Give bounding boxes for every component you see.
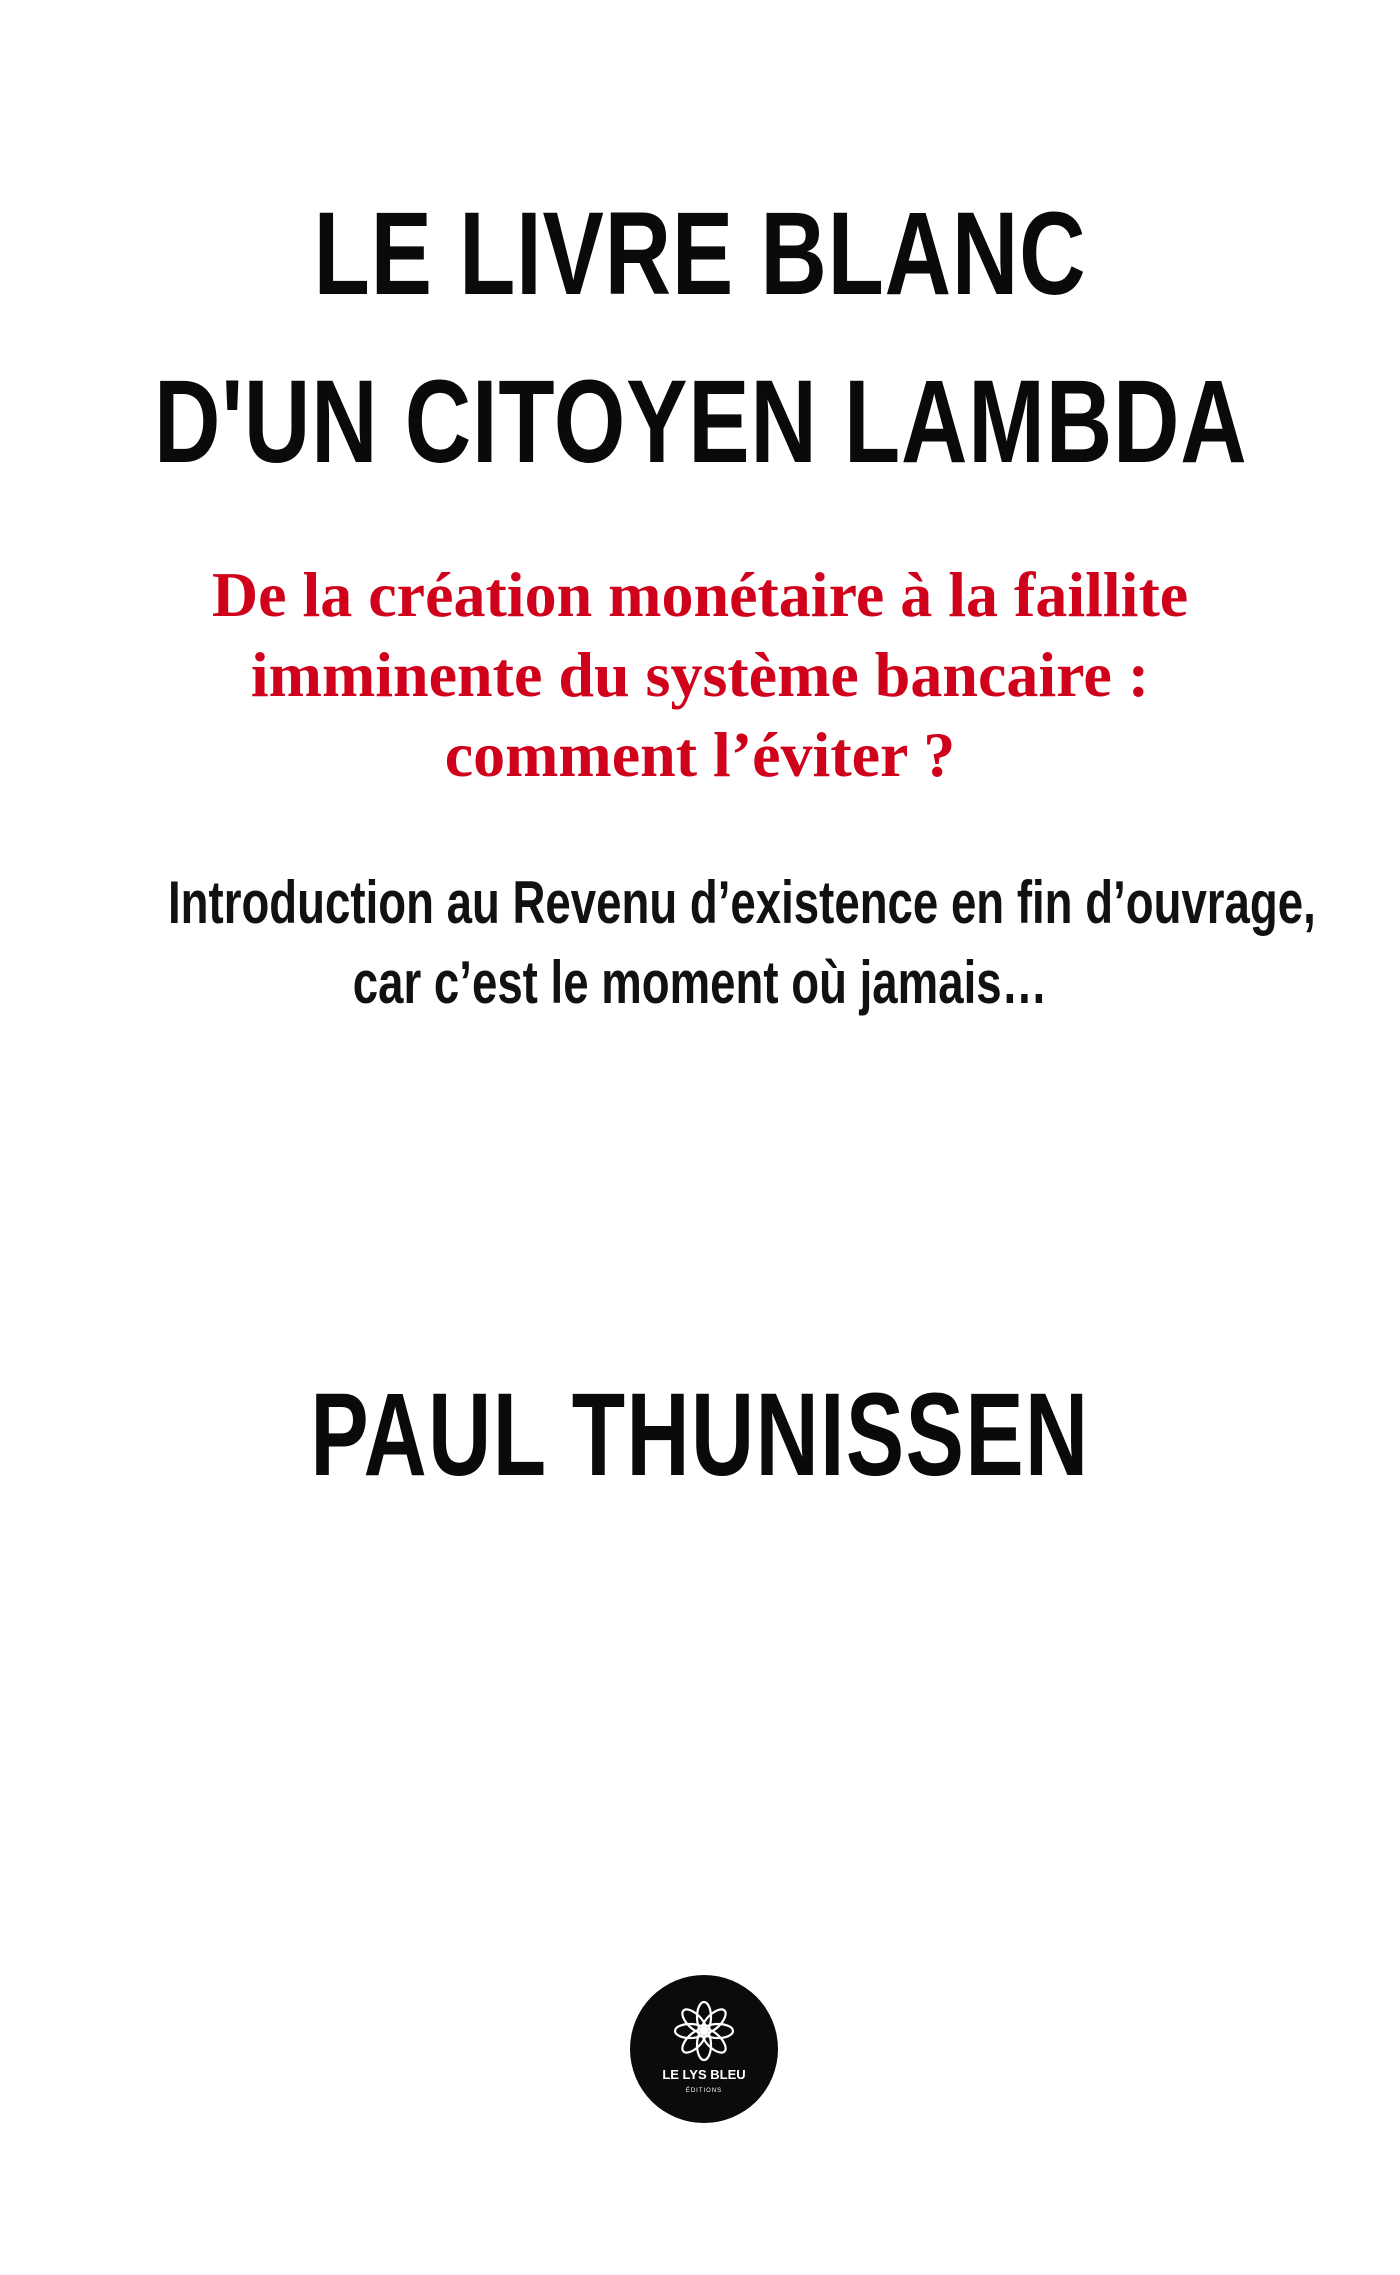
book-tagline <box>168 863 1316 1023</box>
book-title-line-2: D'UN CITOYEN LAMBDA <box>154 356 1248 488</box>
book-subtitle-line-2: imminente du système bancaire : <box>250 639 1150 710</box>
author-name: PAUL THUNISSEN <box>310 1369 1090 1501</box>
book-subtitle <box>0 555 1400 795</box>
lotus-flower-icon <box>630 1975 778 2123</box>
book-title <box>154 170 1246 506</box>
book-tagline-line-1: Introduction au Revenu d’existence en fin d’ouvrage, <box>168 869 1316 936</box>
book-tagline-line-2: car c’est le moment où jamais… <box>352 949 1048 1016</box>
book-subtitle-line-3: comment l’éviter ? <box>444 719 956 790</box>
book-title-line-1: LE LIVRE BLANC <box>313 188 1087 320</box>
publisher-logo <box>630 1975 778 2123</box>
publisher-name: LE LYS BLEU <box>662 2067 746 2082</box>
book-subtitle-line-1: De la création monétaire à la faillite <box>211 559 1189 630</box>
publisher-sub: ÉDITIONS <box>685 2088 723 2094</box>
